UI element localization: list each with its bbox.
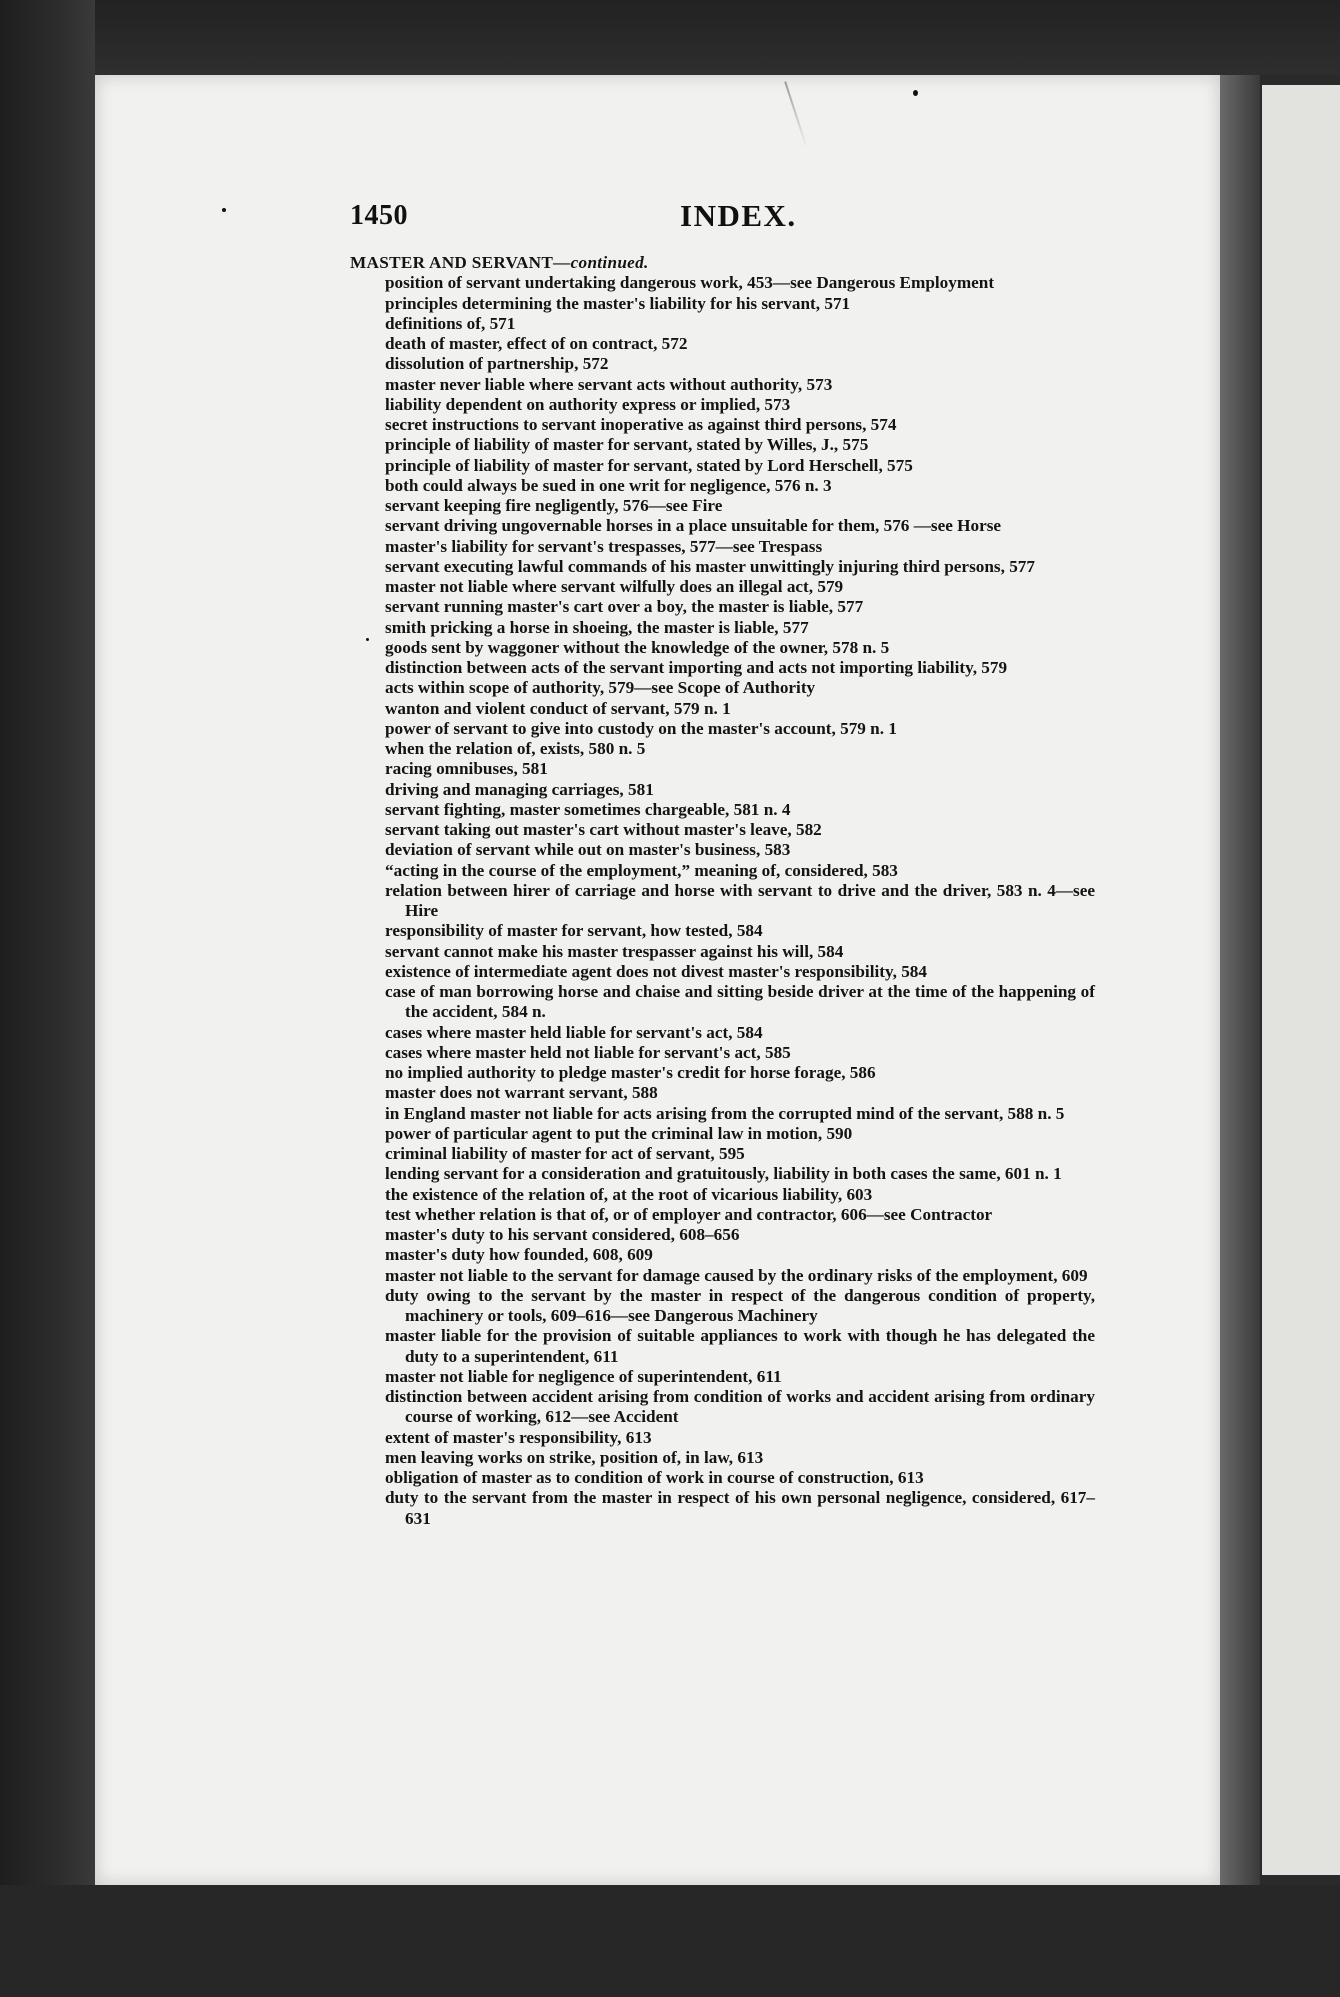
index-entry: wanton and violent conduct of servant, 579 n. 1 [385, 698, 731, 718]
index-entry: goods sent by waggoner without the knowledge of the owner, 578 n. 5 [385, 637, 890, 657]
index-entry: in England master not liable for acts arising from the corrupted mind of the servant, 588 n. 5 [385, 1103, 1065, 1123]
ink-speck [222, 208, 226, 212]
index-entry: servant running master's cart over a boy, the master is liable, 577 [385, 597, 864, 617]
index-entry: servant driving ungovernable horses in a place unsuitable for them, 576 —see Horse [385, 516, 1002, 536]
index-entry: duty owing to the servant by the master in respect of the dangerous condition of property, machinery or tools, 609–616—see Dangerous Machinery [385, 1285, 1095, 1325]
index-entry: deviation of servant while out on master's business, 583 [385, 840, 791, 860]
index-entry: distinction between acts of the servant importing and acts not importing liability, 579 [385, 658, 1008, 677]
index-heading [350, 253, 1095, 273]
index-entry: cases where master held liable for servant's act, 584 [385, 1022, 763, 1042]
index-entry: when the relation of, exists, 580 n. 5 [385, 739, 646, 758]
index-entry: distinction between accident arising from condition of works and accident arising from ordinary course of working, 612—see Accident [385, 1387, 1095, 1427]
running-title: INDEX. [680, 198, 797, 233]
page-header [350, 198, 797, 240]
index-entry: test whether relation is that of, or of employer and contractor, 606—see Contractor [385, 1204, 993, 1224]
index-entry: secret instructions to servant inoperative as against third persons, 574 [385, 415, 897, 434]
index-entry: cases where master held not liable for servant's act, 585 [385, 1042, 791, 1062]
index-entry: servant executing lawful commands of his master unwittingly injuring third persons, 577 [385, 556, 1035, 576]
index-entry: acts within scope of authority, 579—see Scope of Authority [385, 678, 816, 698]
index-entry: servant taking out master's cart without master's leave, 582 [385, 820, 822, 839]
scan-border-bottom [0, 1885, 1340, 1997]
page-edge [1220, 75, 1260, 1885]
index-entry: master liable for the provision of suitable appliances to work with though he has delegated the duty to a superintendent, 611 [385, 1326, 1095, 1366]
index-entry: relation between hirer of carriage and horse with servant to drive and the driver, 583 n. 4—see Hire [385, 880, 1095, 920]
scan-border-top [0, 0, 1340, 75]
index-entry: racing omnibuses, 581 [385, 759, 548, 779]
index-entry: power of particular agent to put the criminal law in motion, 590 [385, 1123, 853, 1143]
index-entry: “acting in the course of the employment,” meaning of, considered, 583 [385, 860, 898, 880]
index-entry: duty to the servant from the master in respect of his own personal negligence, considered, 617–631 [385, 1488, 1095, 1528]
index-entry: master never liable where servant acts without authority, 573 [385, 374, 833, 394]
index-entry: dissolution of partnership, 572 [385, 354, 609, 374]
index-entry: definitions of, 571 [385, 313, 516, 333]
index-entry: responsibility of master for servant, how tested, 584 [385, 921, 763, 941]
index-entry: master's duty to his servant considered, 608–656 [385, 1225, 740, 1244]
index-entry: principles determining the master's liability for his servant, 571 [385, 293, 851, 313]
index-entry: obligation of master as to condition of work in course of construction, 613 [385, 1468, 924, 1487]
index-entry: principle of liability of master for servant, stated by Lord Herschell, 575 [385, 455, 913, 475]
index-entry: servant fighting, master sometimes chargeable, 581 n. 4 [385, 799, 791, 819]
index-body [350, 253, 1095, 1529]
index-entry: master does not warrant servant, 588 [385, 1083, 658, 1103]
index-entry: servant keeping fire negligently, 576—see Fire [385, 496, 723, 515]
index-entry: liability dependent on authority express or implied, 573 [385, 394, 791, 414]
index-entry: no implied authority to pledge master's credit for horse forage, 586 [385, 1063, 876, 1082]
index-entry: criminal liability of master for act of servant, 595 [385, 1144, 745, 1163]
index-entry: both could always be sued in one writ for negligence, 576 n. 3 [385, 475, 832, 495]
index-entry: master's duty how founded, 608, 609 [385, 1245, 653, 1265]
facing-page [1262, 85, 1340, 1875]
index-entry: smith pricking a horse in shoeing, the master is liable, 577 [385, 617, 809, 637]
index-entry: master not liable where servant wilfully does an illegal act, 579 [385, 577, 844, 596]
index-entry: driving and managing carriages, 581 [385, 779, 654, 799]
index-entry: principle of liability of master for servant, stated by Willes, J., 575 [385, 435, 869, 455]
page-number: 1450 [350, 200, 408, 231]
index-entry: power of servant to give into custody on the master's account, 579 n. 1 [385, 718, 897, 738]
index-entry: master's liability for servant's trespasses, 577—see Trespass [385, 536, 823, 556]
index-entry: existence of intermediate agent does not divest master's responsibility, 584 [385, 961, 927, 981]
entry-list [350, 273, 1095, 1529]
heading-term: MASTER AND SERVANT [350, 253, 554, 272]
index-entry: the existence of the relation of, at the root of vicarious liability, 603 [385, 1184, 873, 1204]
index-entry: position of servant undertaking dangerous work, 453—see Dangerous Employment [385, 273, 995, 293]
index-entry: master not liable to the servant for damage caused by the ordinary risks of the employment, 609 [385, 1265, 1088, 1285]
index-entry: servant cannot make his master trespasser against his will, 584 [385, 941, 844, 961]
index-entry: extent of master's responsibility, 613 [385, 1427, 652, 1447]
index-entry: master not liable for negligence of superintendent, 611 [385, 1366, 782, 1386]
index-entry: case of man borrowing horse and chaise and sitting beside driver at the time of the happening of the accident, 584 n. [385, 982, 1095, 1022]
index-entry: lending servant for a consideration and gratuitously, liability in both cases the same, 601 n. 1 [385, 1164, 1062, 1184]
index-entry: men leaving works on strike, position of, in law, 613 [385, 1447, 764, 1467]
heading-continued: —continued. [553, 253, 649, 272]
index-entry: death of master, effect of on contract, 572 [385, 334, 688, 353]
ink-speck [913, 90, 918, 96]
scan-border-left [0, 0, 95, 1997]
